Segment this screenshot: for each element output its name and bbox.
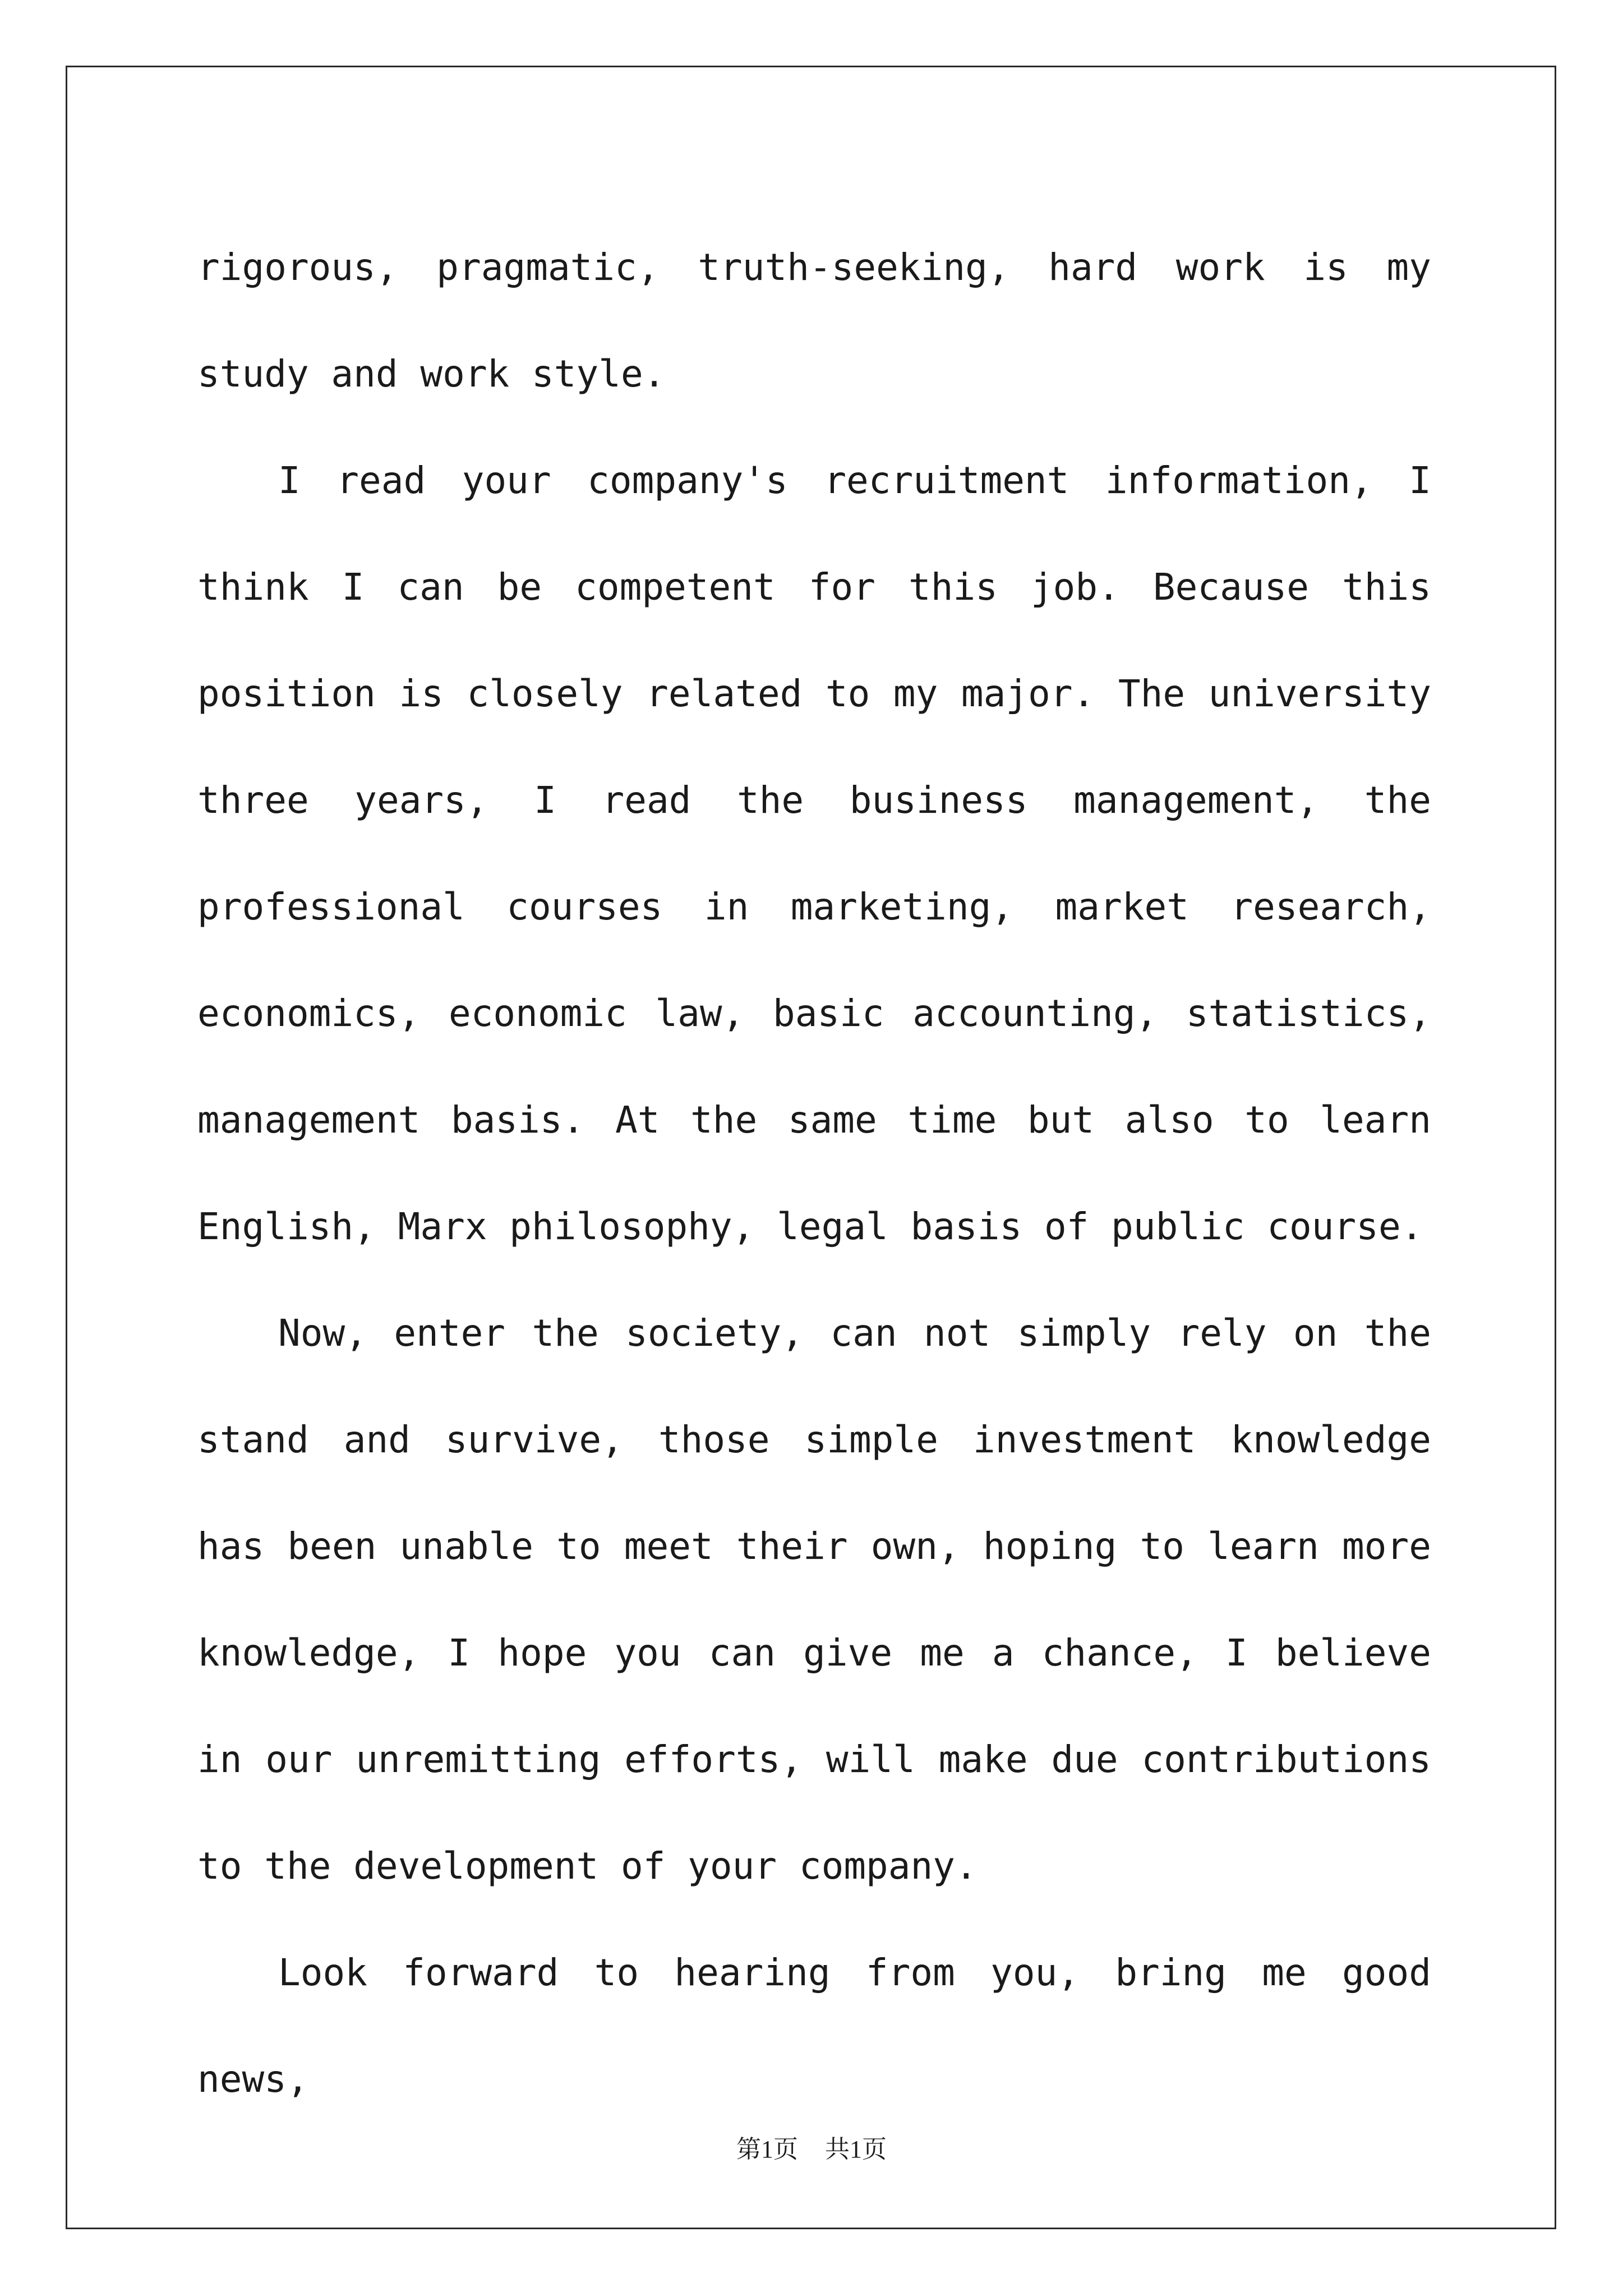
paragraph: Look forward to hearing from you, bring me good news, (197, 1951, 1431, 2101)
document-body (197, 214, 1431, 2133)
page-number-total: 共1页 (825, 2136, 887, 2163)
paragraph: I read your company's recruitment information, I think I can be competent for this job. Because this position is closely related to my major. The university three years, I read the business management, the professional courses in marketing, market research, economics, economic law, basic accounting, statistics, management basis. At the same time but also to learn English, Marx philosophy, legal basis of public course. (197, 459, 1431, 1248)
paragraph: Now, enter the society, can not simply rely on the stand and survive, those simple investment knowledge has been unable to meet their own, hoping to learn more knowledge, I hope you can give me a chance, I believe in our unremitting efforts, will make due contributions to the development of your company. (197, 1312, 1431, 1888)
page-number-current: 第1页 (736, 2136, 798, 2163)
page-footer (0, 2129, 1623, 2165)
paragraph: rigorous, pragmatic, truth-seeking, hard work is my study and work style. (197, 246, 1431, 395)
